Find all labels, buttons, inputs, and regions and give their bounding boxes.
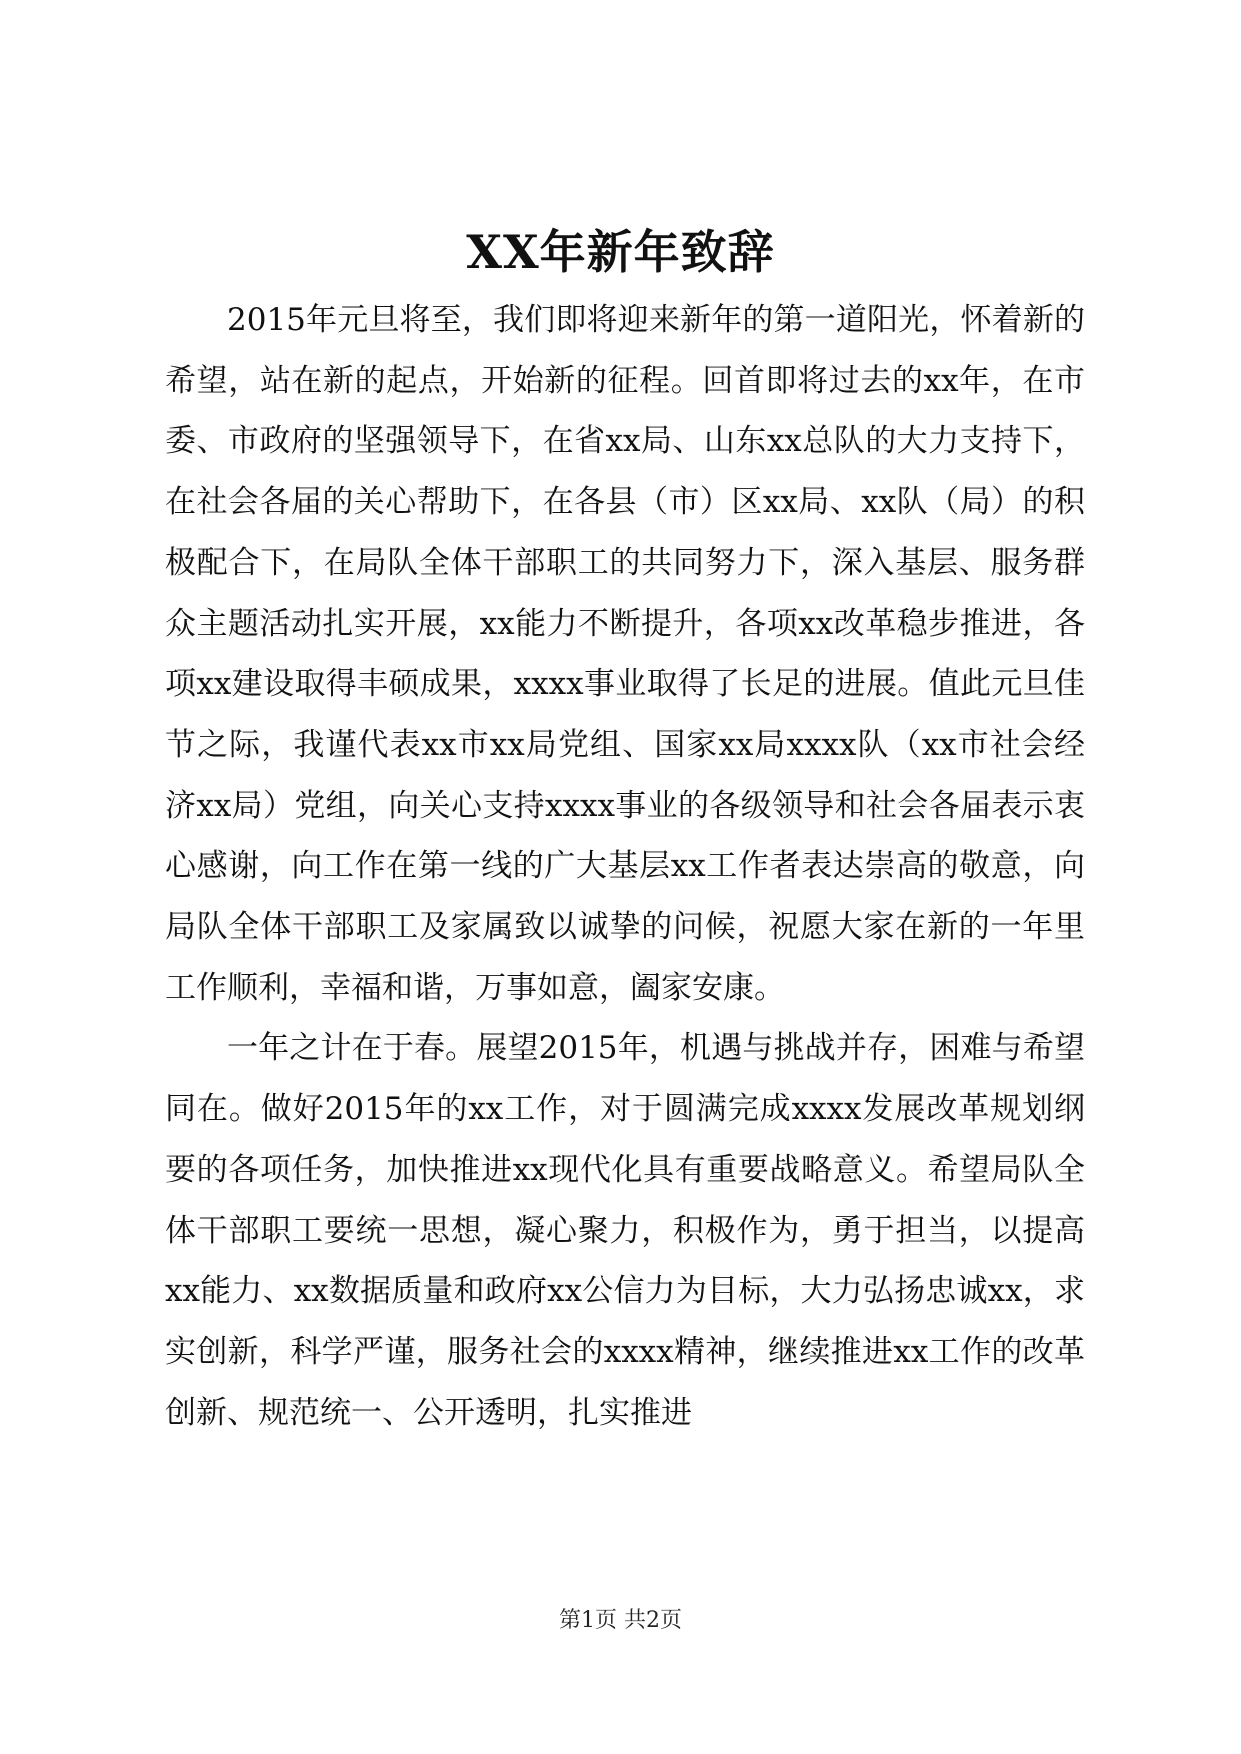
page-footer: 第1页 共2页 (559, 1608, 682, 1633)
paragraph: 一年之计在于春。展望2015年，机遇与挑战并存，困难与希望同在。做好2015年的xx工作，对于圆满完成xxxx发展改革规划纲要的各项任务，加快推进xx现代化具有重要战略意义。希望局队全体干部职工要统一思想，凝心聚力，积极作为，勇于担当，以提高xx能力、xx数据质量和政府xx公信力为目标，大力弘扬忠诚xx，求实创新，科学严谨，服务社会的xxxx精神，继续推进xx工作的改革创新、规范统一、公开透明，扎实推进 (165, 1030, 1085, 1431)
document-body (165, 290, 1085, 1443)
paragraph: 2015年元旦将至，我们即将迎来新年的第一道阳光，怀着新的希望，站在新的起点，开始新的征程。回首即将过去的xx年，在市委、市政府的坚强领导下，在省xx局、山东xx总队的大力支持下，在社会各届的关心帮助下，在各县（市）区xx局、xx队（局）的积极配合下，在局队全体干部职工的共同努力下，深入基层、服务群众主题活动扎实开展，xx能力不断提升，各项xx改革稳步推进，各项xx建设取得丰硕成果，xxxx事业取得了长足的进展。值此元旦佳节之际，我谨代表xx市xx局党组、国家xx局xxxx队（xx市社会经济xx局）党组，向关心支持xxxx事业的各级领导和社会各届表示衷心感谢，向工作在第一线的广大基层xx工作者表达崇高的敬意，向局队全体干部职工及家属致以诚挚的问候，祝愿大家在新的一年里工作顺利，幸福和谐，万事如意，阖家安康。 (165, 302, 1085, 1006)
document-title: XX年新年致辞 (466, 225, 775, 279)
